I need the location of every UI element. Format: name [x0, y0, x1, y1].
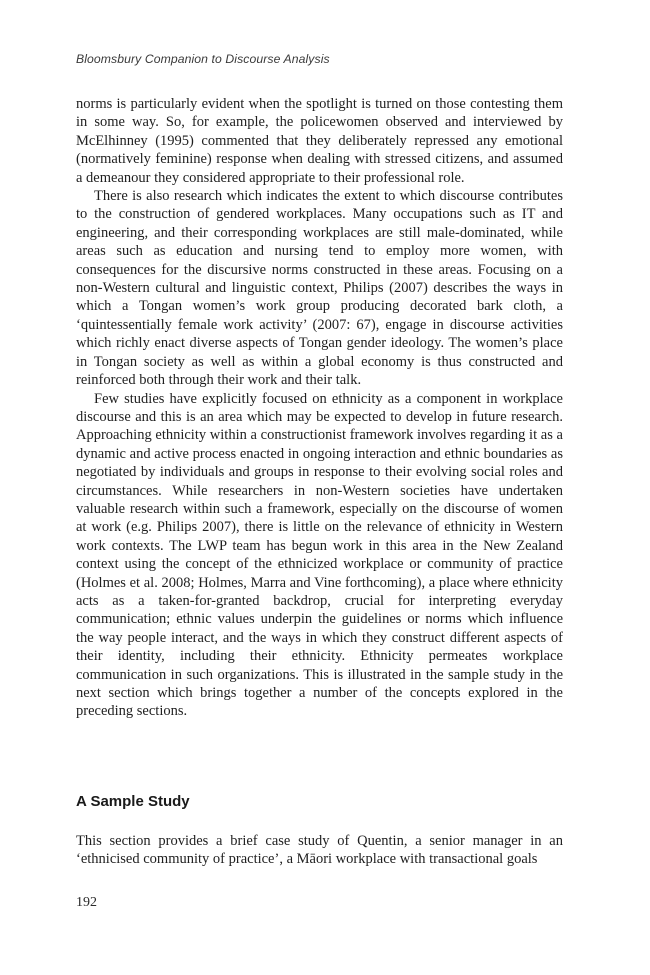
page-number: 192: [76, 895, 97, 910]
body-text: [76, 95, 563, 721]
running-head: Bloomsbury Companion to Discourse Analysis: [76, 52, 330, 66]
section-paragraph: This section provides a brief case study of Quentin, a senior manager in an ‘ethnicised community of practice’, a Māori workplace with transactional goals: [76, 833, 563, 868]
paragraph-ethnicity: Few studies have explicitly focused on ethnicity as a component in workplace discourse and this is an area which may be expected to develop in future research. Approaching ethnicity within a constructionist framework involves regarding it as a dynamic and active process enacted in ongoing interaction and ethnic boundaries as negotiated by individuals and groups in response to their evolving social roles and circumstances. While researchers in non-Western societies have undertaken valuable research within such a framework, especially on the discourse of women at work (e.g. Philips 2007), there is little on the relevance of ethnicity in Western work contexts. The LWP team has begun work in this area in the New Zealand context using the concept of the ethnicized workplace or community of practice (Holmes et al. 2008; Holmes, Marra and Vine forthcoming), a place where ethnicity acts as a taken-for-granted backdrop, crucial for interpreting everyday communication; ethnic values underpin the guidelines or norms which influence the way people interact, and the ways in which they construct different aspects of their identity, including their ethnicity. Ethnicity permeates workplace communication in such organizations. This is illustrated in the sample study in the next section which brings together a number of the concepts explored in the preceding sections.: [76, 390, 563, 720]
section-heading: A Sample Study: [76, 793, 190, 810]
paragraph-gendered-workplaces: There is also research which indicates the extent to which discourse contributes to the construction of gendered workplaces. Many occupations such as IT and engineering, and their corresponding workplaces are still male-dominated, while areas such as education and nursing tend to employ more women, with consequences for the discursive norms constructed in these areas. Focusing on a non-Western cultural and linguistic context, Philips (2007) describes the ways in which a Tongan women’s work group producing decorated bark cloth, a ‘quintessentially female work activity’ (2007: 67), engage in discourse activities which richly enact diverse aspects of Tongan gender ideology. The women’s place in Tongan society as well as within a global economy is thus constructed and reinforced both through their work and their talk.: [76, 188, 563, 389]
paragraph-continuation: norms is particularly evident when the spotlight is turned on those contesting them in some way. So, for example, the policewomen observed and interviewed by McElhinney (1995) commented that they deliberately repressed any emotional (normatively feminine) response when dealing with stressed citizens, and assumed a demeanour they considered appropriate to their professional role.: [76, 96, 563, 186]
